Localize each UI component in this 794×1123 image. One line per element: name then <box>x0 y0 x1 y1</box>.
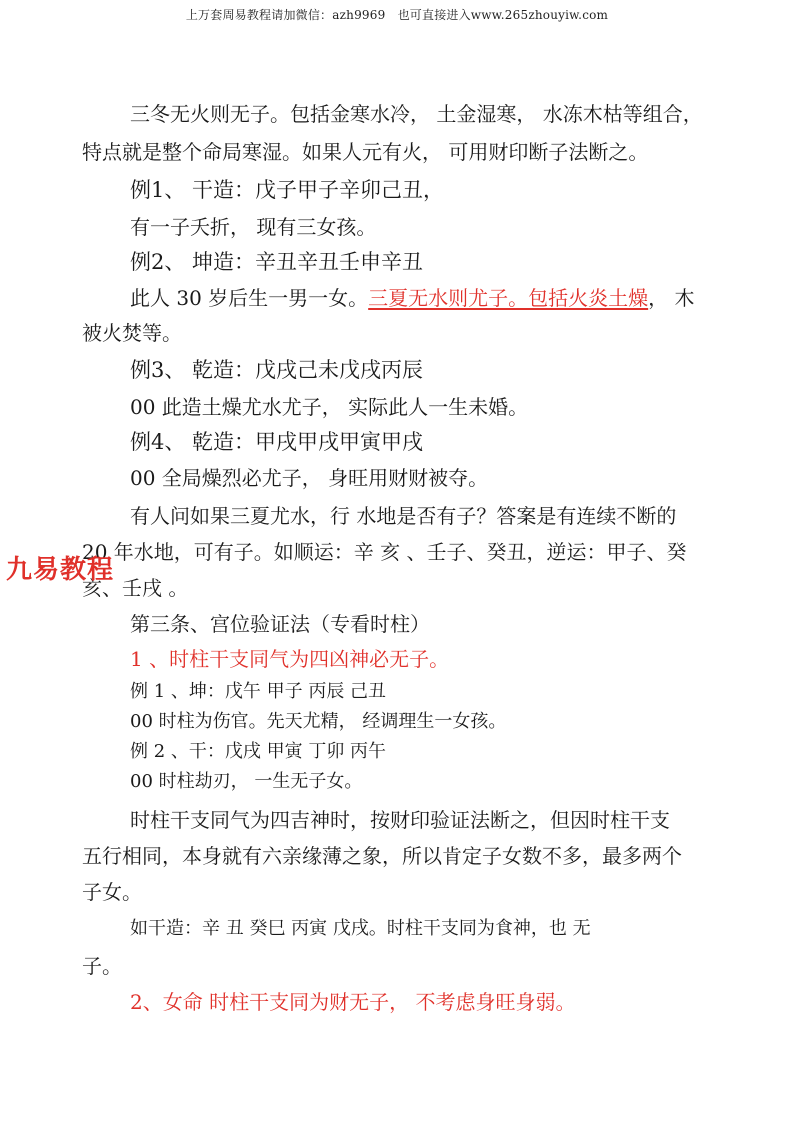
rule-1-example-1: 例 1 、坤：戊午 甲子 丙辰 己丑 <box>130 681 387 702</box>
rule-1-example-2: 例 2 、干：戊戌 甲寅 丁卯 丙午 <box>130 741 387 762</box>
rule-1-heading: 1 、时柱干支同气为四凶神必无子。 <box>130 647 450 671</box>
rule-1-example-1-note: 00 时柱为伤官。先天尤精， 经调理生一女孩。 <box>130 711 507 732</box>
example-3-note: 00 此造土燥尤水尤子， 实际此人一生未婚。 <box>130 395 529 419</box>
example-1-header: 例1、 干造：戊子甲子辛卯己丑， <box>130 178 445 202</box>
example-2-note-post: ， 木 <box>648 286 695 310</box>
example-1-note: 有一子夭折， 现有三女孩。 <box>130 215 377 239</box>
para-line-1: 三冬无火则无子。包括金寒水冷， 土金湿寒， 水冻木枯等组合， <box>130 102 703 126</box>
example-4-header: 例4、 乾造：甲戌甲戌甲寅甲戌 <box>130 430 424 454</box>
para-line-24: 如干造：辛 丑 癸巳 丙寅 戊戌。时柱干支同为食神，也 无 <box>130 918 591 939</box>
para-line-7: 被火焚等。 <box>82 321 182 345</box>
section-3-title: 第三条、宫位验证法（专看时柱） <box>130 612 430 636</box>
para-line-2: 特点就是整个命局寒湿。如果人元有火， 可用财印断子法断之。 <box>82 140 649 164</box>
rule-1-example-2-note: 00 时柱劫刃， 一生无子女。 <box>130 771 363 792</box>
para-line-23: 子女。 <box>82 880 142 904</box>
rule-2-heading: 2、女命 时柱干支同为财无子， 不考虑身旺身弱。 <box>130 990 576 1014</box>
example-2-note-pre: 此人 30 岁后生一男一女。 <box>130 286 369 310</box>
para-line-25: 子。 <box>82 954 122 978</box>
example-2-note <box>130 288 695 308</box>
page-header: 上万套周易教程请加微信：azh9969 也可直接进入www.265zhouyiw.com <box>185 8 609 22</box>
para-line-22: 五行相同，本身就有六亲缘薄之象，所以肯定子女数不多，最多两个 <box>82 844 682 868</box>
example-2-header: 例2、 坤造：辛丑辛丑壬申辛丑 <box>130 250 424 274</box>
para-line-21: 时柱干支同气为四吉神时，按财印验证法断之，但因时柱干支 <box>130 808 670 832</box>
para-line-13: 20 年水地，可有子。如顺运：辛 亥 、壬子、癸丑，逆运：甲子、癸 <box>82 540 687 564</box>
example-3-header: 例3、 乾造：戊戌己未戊戌丙辰 <box>130 358 424 382</box>
summer-rule-link[interactable]: 三夏无水则尤子。包括火炎土燥 <box>368 286 649 310</box>
watermark-logo: 九易教程 <box>6 555 115 585</box>
para-line-14: 亥、壬戌 。 <box>82 576 189 600</box>
example-4-note: 00 全局燥烈必尤子， 身旺用财财被夺。 <box>130 466 489 490</box>
para-line-12: 有人问如果三夏尤水，行 水地是否有子？答案是有连续不断的 <box>130 504 677 528</box>
